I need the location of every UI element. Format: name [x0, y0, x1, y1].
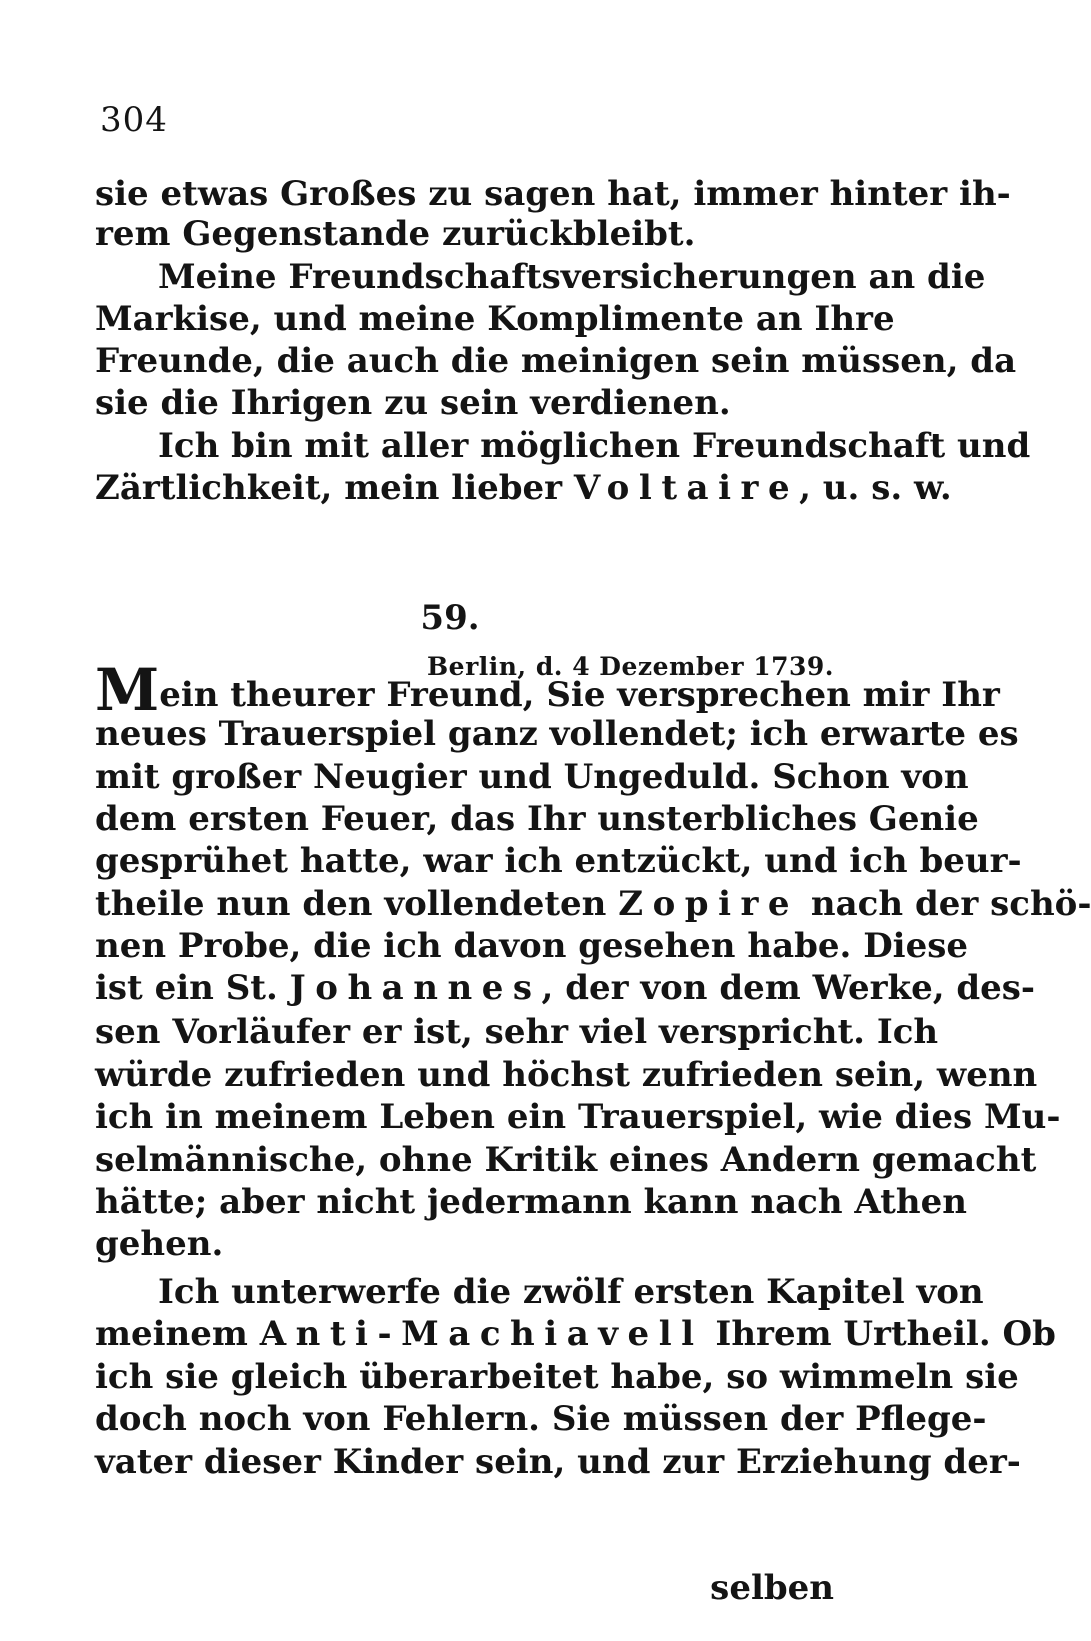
letter-number: 59. [420, 598, 480, 638]
text-part: , der von dem Werke, des- [541, 968, 1036, 1008]
johannes-line [95, 966, 1036, 1010]
text-line: gesprühet hatte, war ich entzückt, und ich beur- [95, 841, 1022, 881]
text-line: ich in meinem Leben ein Trauerspiel, wie dies Mu- [95, 1097, 1061, 1137]
closing-tail: , u. s. w. [799, 468, 952, 508]
text-line: Markise, und meine Komplimente an Ihre [95, 299, 895, 339]
catchword: selben [710, 1568, 834, 1608]
name-johannes: Johannes [289, 968, 542, 1008]
text-line: Ich bin mit aller möglichen Freundschaft und [158, 426, 1031, 466]
text-part: Ihrem Urtheil. Ob [703, 1314, 1056, 1354]
anti-line [95, 1312, 1056, 1356]
closing-name: Voltaire [573, 468, 800, 508]
text-line: würde zufrieden und höchst zufrieden sein, wenn [95, 1055, 1038, 1095]
title-zopire: Zopire [618, 884, 800, 924]
text-line: ich sie gleich überarbeitet habe, so wimmeln sie [95, 1357, 1019, 1397]
text-part: meinem [95, 1314, 260, 1354]
text-line: neues Trauerspiel ganz vollendet; ich erwarte es [95, 714, 1019, 754]
closing-text: Zärtlichkeit, mein lieber [95, 468, 574, 508]
text-line: Meine Freundschaftsversicherungen an die [158, 257, 986, 297]
page-number: 304 [100, 100, 168, 140]
text-line: doch noch von Fehlern. Sie müssen der Pflege- [95, 1399, 987, 1439]
drop-cap: M [95, 656, 160, 724]
zopire-line [95, 882, 1091, 926]
closing-line [95, 466, 952, 510]
text-line: selmännische, ohne Kritik eines Andern gemacht [95, 1140, 1037, 1180]
text-line: mit großer Neugier und Ungeduld. Schon von [95, 757, 969, 797]
text-part: ist ein St. [95, 968, 290, 1008]
text-line: sie die Ihrigen zu sein verdienen. [95, 383, 731, 423]
text-line: hätte; aber nicht jedermann kann nach Athen [95, 1182, 967, 1222]
text-line: Freunde, die auch die meinigen sein müssen, da [95, 341, 1017, 381]
text-line: sie etwas Großes zu sagen hat, immer hinter ih- [95, 174, 1011, 214]
title-anti-machiavell: Anti-Machiavell [259, 1314, 704, 1354]
text-line: rem Gegenstande zurückbleibt. [95, 214, 696, 254]
text-line: Ich unterwerfe die zwölf ersten Kapitel von [158, 1272, 984, 1312]
text-line: gehen. [95, 1224, 224, 1264]
text-line: dem ersten Feuer, das Ihr unsterbliches Genie [95, 799, 979, 839]
text-line: sen Vorläufer er ist, sehr viel verspricht. Ich [95, 1012, 939, 1052]
text-part: theile nun den vollendeten [95, 884, 619, 924]
text-line: nen Probe, die ich davon gesehen habe. Diese [95, 926, 968, 966]
first-line-text: ein theurer Freund, Sie versprechen mir Ihr [159, 675, 1000, 715]
letter-dateline: Berlin, d. 4 Dezember 1739. [427, 652, 834, 681]
text-line: vater dieser Kinder sein, und zur Erziehung der- [95, 1442, 1021, 1482]
text-part: nach der schö- [799, 884, 1091, 924]
